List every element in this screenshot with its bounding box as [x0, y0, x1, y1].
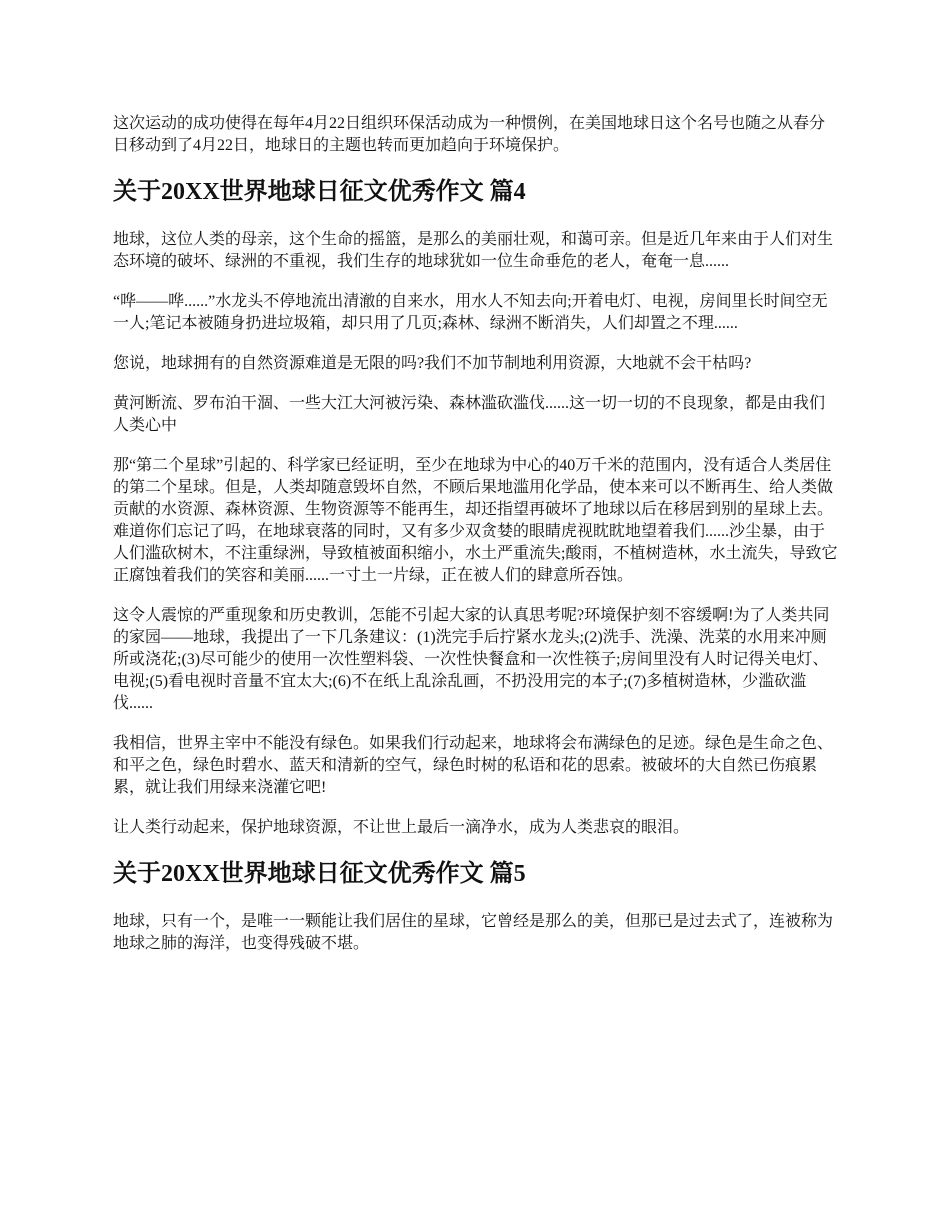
paragraph: 我相信，世界主宰中不能没有绿色。如果我们行动起来，地球将会布满绿色的足迹。绿色是生命之色、和平之色，绿色时碧水、蓝天和清新的空气，绿色时树的私语和花的思索。被破坏的大自然已伤痕累累，就让我们用绿来浇灌它吧!	[113, 735, 834, 796]
paragraph: 让人类行动起来，保护地球资源，不让世上最后一滴净水，成为人类悲哀的眼泪。	[113, 819, 690, 836]
paragraph: 这令人震惊的严重现象和历史教训，怎能不引起大家的认真思考呢?环境保护刻不容缓啊!为了人类共同的家园——地球，我提出了一下几条建议：(1)洗完手后拧紧水龙头;(2)洗手、洗澡、洗菜的水用来冲厕所或浇花;(3)尽可能少的使用一次性塑料袋、一次性快餐盒和一次性筷子;房间里没有人时记得关电灯、电视;(5)看电视时音量不宜太大;(6)不在纸上乱涂乱画，不扔没用完的本子;(7)多植树造林，少滥砍滥伐......	[113, 607, 830, 712]
section-heading: 关于20XX世界地球日征文优秀作文 篇4	[113, 179, 526, 205]
paragraph: 那“第二个星球”引起的、科学家已经证明，至少在地球为中心的40万千米的范围内，没有适合人类居住的第二个星球。但是，人类却随意毁坏自然，不顾后果地滥用化学品，使本来可以不断再生、给人类做贡献的水资源、森林资源、生物资源等不能再生，却还指望再破坏了地球以后在移居到别的星球上去。难道你们忘记了吗，在地球衰落的同时，又有多少双贪婪的眼睛虎视眈眈地望着我们......沙尘暴，由于人们滥砍树木，不注重绿洲，导致植被面积缩小，水土严重流失;酸雨，不植树造林，水土流失，导致它正腐蚀着我们的笑容和美丽......一寸土一片绿，正在被人们的肆意所吞蚀。	[113, 457, 838, 584]
paragraph: 地球，这位人类的母亲，这个生命的摇篮，是那么的美丽壮观，和蔼可亲。但是近几年来由于人们对生态环境的破坏、绿洲的不重视，我们生存的地球犹如一位生命垂危的老人，奄奄一息......	[113, 231, 834, 270]
paragraph: “哗——哗......”水龙头不停地流出清澈的自来水，用水人不知去向;开着电灯、电视，房间里长时间空无一人;笔记本被随身扔进垃圾箱，却只用了几页;森林、绿洲不断消失，人们却置之不理......	[113, 293, 828, 332]
paragraph: 黄河断流、罗布泊干涸、一些大江大河被污染、森林滥砍滥伐......这一切一切的不良现象，都是由我们人类心中	[113, 395, 826, 434]
paragraph: 地球，只有一个，是唯一一颗能让我们居住的星球，它曾经是那么的美，但那已是过去式了，连被称为地球之肺的海洋，也变得残破不堪。	[113, 913, 834, 952]
paragraph: 这次运动的成功使得在每年4月22日组织环保活动成为一种惯例，在美国地球日这个名号也随之从春分日移动到了4月22日，地球日的主题也转而更加趋向于环境保护。	[113, 115, 826, 154]
paragraph: 您说，地球拥有的自然资源难道是无限的吗?我们不加节制地利用资源，大地就不会干枯吗?	[113, 355, 752, 372]
section-heading: 关于20XX世界地球日征文优秀作文 篇5	[113, 861, 526, 887]
document-page	[113, 113, 840, 973]
